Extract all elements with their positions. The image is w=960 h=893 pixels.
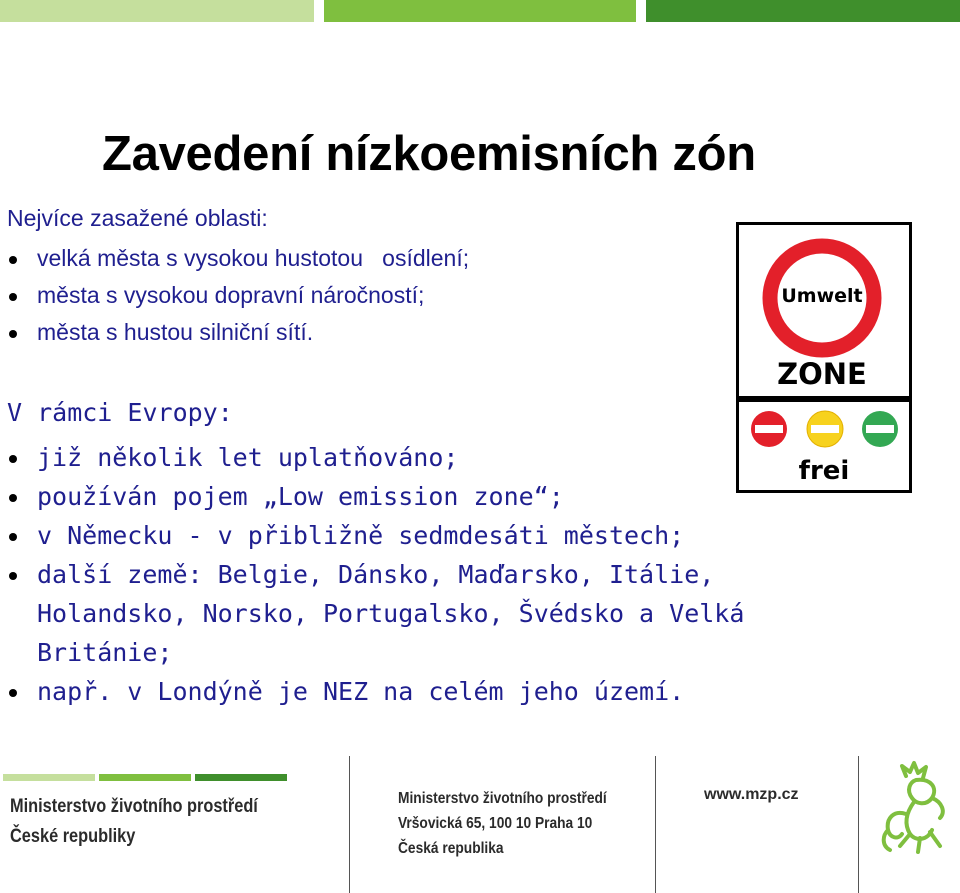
footer-divider bbox=[858, 756, 859, 893]
list-item: používán pojem „Low emission zone“; bbox=[0, 477, 900, 516]
address-line2: Vršovická 65, 100 10 Praha 10 bbox=[398, 815, 593, 832]
website-link[interactable]: www.mzp.cz bbox=[704, 786, 799, 803]
list-item: např. v Londýně je NEZ na celém jeho území. bbox=[0, 672, 900, 711]
logo-line1: Ministerstvo životního prostředí bbox=[10, 796, 258, 817]
footer-divider bbox=[349, 756, 350, 893]
footer-divider bbox=[655, 756, 656, 893]
list-item: další země: Belgie, Dánsko, Maďarsko, Itálie, Holandsko, Norsko, Portugalsko, Švédsko a Velká Británie; bbox=[0, 555, 867, 672]
address-line3: Česká republika bbox=[398, 840, 504, 857]
address-line1: Ministerstvo životního prostředí bbox=[398, 790, 607, 807]
footer-address bbox=[398, 786, 607, 861]
lion-emblem-icon bbox=[876, 758, 956, 858]
section1-heading: Nejvíce zasažené oblasti: bbox=[7, 205, 268, 231]
yellow-sticker-icon bbox=[807, 411, 843, 447]
section2-heading: V rámci Evropy: bbox=[7, 398, 233, 427]
list-item: již několik let uplatňováno; bbox=[0, 438, 900, 477]
list-item: města s hustou silniční sítí. bbox=[0, 314, 469, 351]
umwelt-zone-sign bbox=[736, 222, 912, 494]
ministry-logo bbox=[10, 792, 258, 852]
top-bar-medium bbox=[324, 0, 636, 22]
top-bar-dark bbox=[646, 0, 960, 22]
section1-list bbox=[0, 240, 469, 351]
logo-line2: České republiky bbox=[10, 826, 136, 847]
list-item: v Německu - v přibližně sedmdesáti městech; bbox=[0, 516, 900, 555]
sign-frei-text: frei bbox=[798, 456, 850, 486]
list-item: velká města s vysokou hustotou osídlení; bbox=[0, 240, 469, 277]
sign-zone-text: ZONE bbox=[777, 357, 867, 391]
sign-circle-text: Umwelt bbox=[781, 285, 863, 307]
slide-title: Zavedení nízkoemisních zón bbox=[102, 127, 756, 181]
list-item: města s vysokou dopravní náročností; bbox=[0, 277, 469, 314]
red-sticker-icon bbox=[751, 411, 787, 447]
top-bar-light bbox=[0, 0, 314, 22]
green-sticker-icon bbox=[862, 411, 898, 447]
